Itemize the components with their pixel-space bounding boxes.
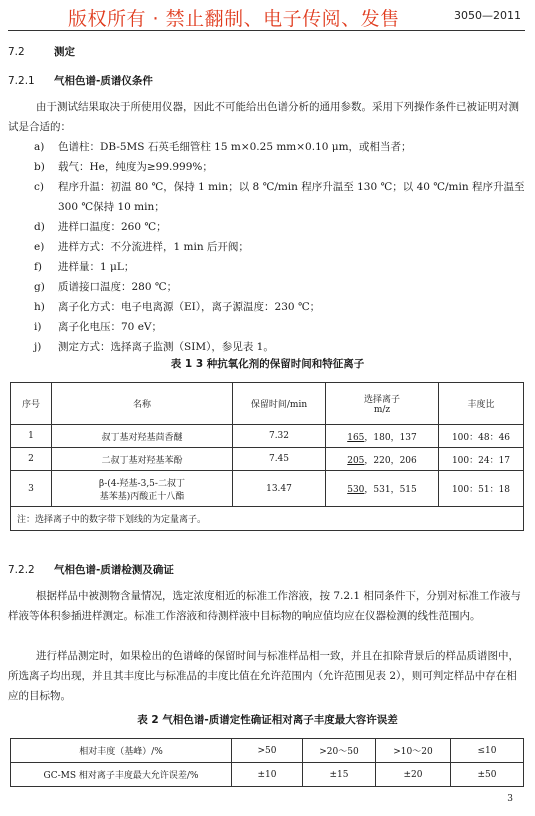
copyright-watermark: 版权所有 · 禁止翻制、电子传阅、发售	[68, 8, 400, 30]
condition-g	[34, 277, 523, 297]
section-7-2-2-heading	[8, 562, 174, 577]
item-text: 进样口温度：260 ℃；	[58, 221, 167, 233]
table-row	[11, 425, 524, 448]
cell-ratio: 100：51：18	[439, 471, 524, 507]
cell: >20～50	[303, 739, 376, 763]
item-text-continued: 300 ℃保持 10 min；	[58, 201, 165, 213]
cell-ions	[326, 425, 439, 448]
table-row	[11, 471, 524, 507]
qual-ions: ，531，515	[364, 485, 417, 495]
section-number: 7.2	[8, 46, 25, 58]
table-note: 注：选择离子中的数字带下划线的为定量离子。	[11, 507, 524, 531]
cell-rt: 7.32	[233, 425, 326, 448]
section-title: 测定	[54, 46, 75, 58]
cell-name	[52, 471, 233, 507]
condition-a	[34, 137, 523, 157]
cell-seq: 3	[11, 471, 52, 507]
qual-ions: ，180，137	[364, 432, 417, 443]
cell-name-line1: β-(4-羟基-3,5-二叔丁	[99, 478, 185, 489]
item-label: a)	[34, 141, 45, 153]
cell: ±50	[451, 763, 524, 787]
item-label: d)	[34, 221, 45, 233]
condition-j	[34, 337, 523, 357]
table-2-caption: 表 2 气相色谱-质谱定性确证相对离子丰度最大容许误差	[137, 714, 398, 726]
cell-ions	[326, 448, 439, 471]
header-ratio: 丰度比	[439, 383, 524, 425]
condition-e	[34, 237, 523, 257]
header-ions-line2: m/z	[373, 405, 391, 415]
cell-name: 二叔丁基对羟基苯酚	[52, 448, 233, 471]
item-text: 测定方式：选择离子监测（SIM），参见表 1。	[58, 341, 274, 353]
table-1	[10, 382, 524, 531]
section-number: 7.2.2	[8, 564, 35, 576]
quant-ion: 165	[347, 432, 365, 443]
item-text: 色谱柱：DB-5MS 石英毛细管柱 15 m×0.25 mm×0.10 μm，或相当者；	[58, 141, 412, 153]
quant-ion: 530	[347, 485, 365, 495]
cell-ions	[326, 471, 439, 507]
item-text: 进样方式：不分流进样，1 min 后开阀；	[58, 241, 249, 253]
table-header-row	[11, 383, 524, 425]
table-row	[11, 763, 524, 787]
condition-i	[34, 317, 523, 337]
cell-ratio: 100：48：46	[439, 425, 524, 448]
paragraph-3: 进行样品测定时，如果检出的色谱峰的保留时间与标准样品相一致，并且在扣除背景后的样品质谱图中，所选离子均出现，并且其丰度比与标准品的丰度比值在允许范围内（允许范围见表 2），则可判定样品中存在相应的目标物。	[8, 650, 519, 702]
section-7-2-heading	[8, 44, 75, 59]
cell-seq: 1	[11, 425, 52, 448]
item-label: f)	[34, 261, 42, 273]
item-label: e)	[34, 241, 45, 253]
section-title: 气相色谱-质谱检测及确证	[54, 564, 174, 576]
condition-c	[34, 177, 523, 217]
item-text: 质谱接口温度：280 ℃；	[58, 281, 178, 293]
header-ions-line1: 选择离子	[363, 395, 400, 405]
item-text: 载气：He，纯度为≥99.999%；	[58, 161, 213, 173]
table-row	[11, 448, 524, 471]
standard-number: 3050—2011	[454, 9, 521, 22]
cell: ±10	[232, 763, 303, 787]
item-label: j)	[34, 341, 42, 353]
cell-name: 叔丁基对羟基茴香醚	[52, 425, 233, 448]
cell-ratio: 100：24：17	[439, 448, 524, 471]
condition-h	[34, 297, 523, 317]
header-rt: 保留时间/min	[233, 383, 326, 425]
cell-seq: 2	[11, 448, 52, 471]
intro-paragraph: 由于测试结果取决于所使用仪器，因此不可能给出色谱分析的通用参数。采用下列操作条件已被证明对测试是合适的：	[8, 101, 519, 133]
item-text: 程序升温：初温 80 ℃，保持 1 min；以 8 ℃/min 程序升温至 130 ℃；以 40 ℃/min 程序升温至	[58, 181, 525, 193]
cell: >50	[232, 739, 303, 763]
cell-row-header: GC-MS 相对离子丰度最大允许误差/%	[11, 763, 232, 787]
item-label: c)	[34, 181, 44, 193]
item-label: b)	[34, 161, 45, 173]
section-title: 气相色谱-质谱仪条件	[54, 75, 153, 87]
cell: ±20	[376, 763, 451, 787]
condition-f	[34, 257, 523, 277]
qual-ions: ，220，206	[364, 455, 417, 466]
cell-name-line2: 基苯基)丙酸正十八酯	[99, 491, 185, 502]
item-text: 进样量：1 μL；	[58, 261, 135, 273]
header-rule	[8, 30, 525, 31]
item-label: i)	[34, 321, 42, 333]
header-ions	[326, 383, 439, 425]
table-note-row	[11, 507, 524, 531]
header-name: 名称	[52, 383, 233, 425]
section-number: 7.2.1	[8, 75, 35, 87]
cell-row-header: 相对丰度（基峰）/%	[11, 739, 232, 763]
item-label: g)	[34, 281, 45, 293]
item-text: 离子化电压：70 eV；	[58, 321, 162, 333]
condition-b	[34, 157, 523, 177]
item-label: h)	[34, 301, 45, 313]
condition-d	[34, 217, 523, 237]
paragraph-2: 根据样品中被测物含量情况，选定浓度相近的标准工作溶液，按 7.2.1 相同条件下，分别对标准工作液与样液等体积参插进样测定。标准工作溶液和待测样液中目标物的响应值均应在仪器检测的线性范围内。	[8, 590, 521, 622]
table-row	[11, 739, 524, 763]
cell: >10～20	[376, 739, 451, 763]
cell: ±15	[303, 763, 376, 787]
cell: ≤10	[451, 739, 524, 763]
quant-ion: 205	[347, 455, 365, 466]
table-2	[10, 738, 524, 787]
page-number: 3	[507, 794, 513, 804]
cell-rt: 13.47	[233, 471, 326, 507]
table-1-caption: 表 1 3 种抗氧化剂的保留时间和特征离子	[170, 358, 365, 370]
item-text: 离子化方式：电子电离源（EI），离子源温度：230 ℃；	[58, 301, 321, 313]
header-seq: 序号	[11, 383, 52, 425]
cell-rt: 7.45	[233, 448, 326, 471]
section-7-2-1-heading	[8, 73, 153, 88]
